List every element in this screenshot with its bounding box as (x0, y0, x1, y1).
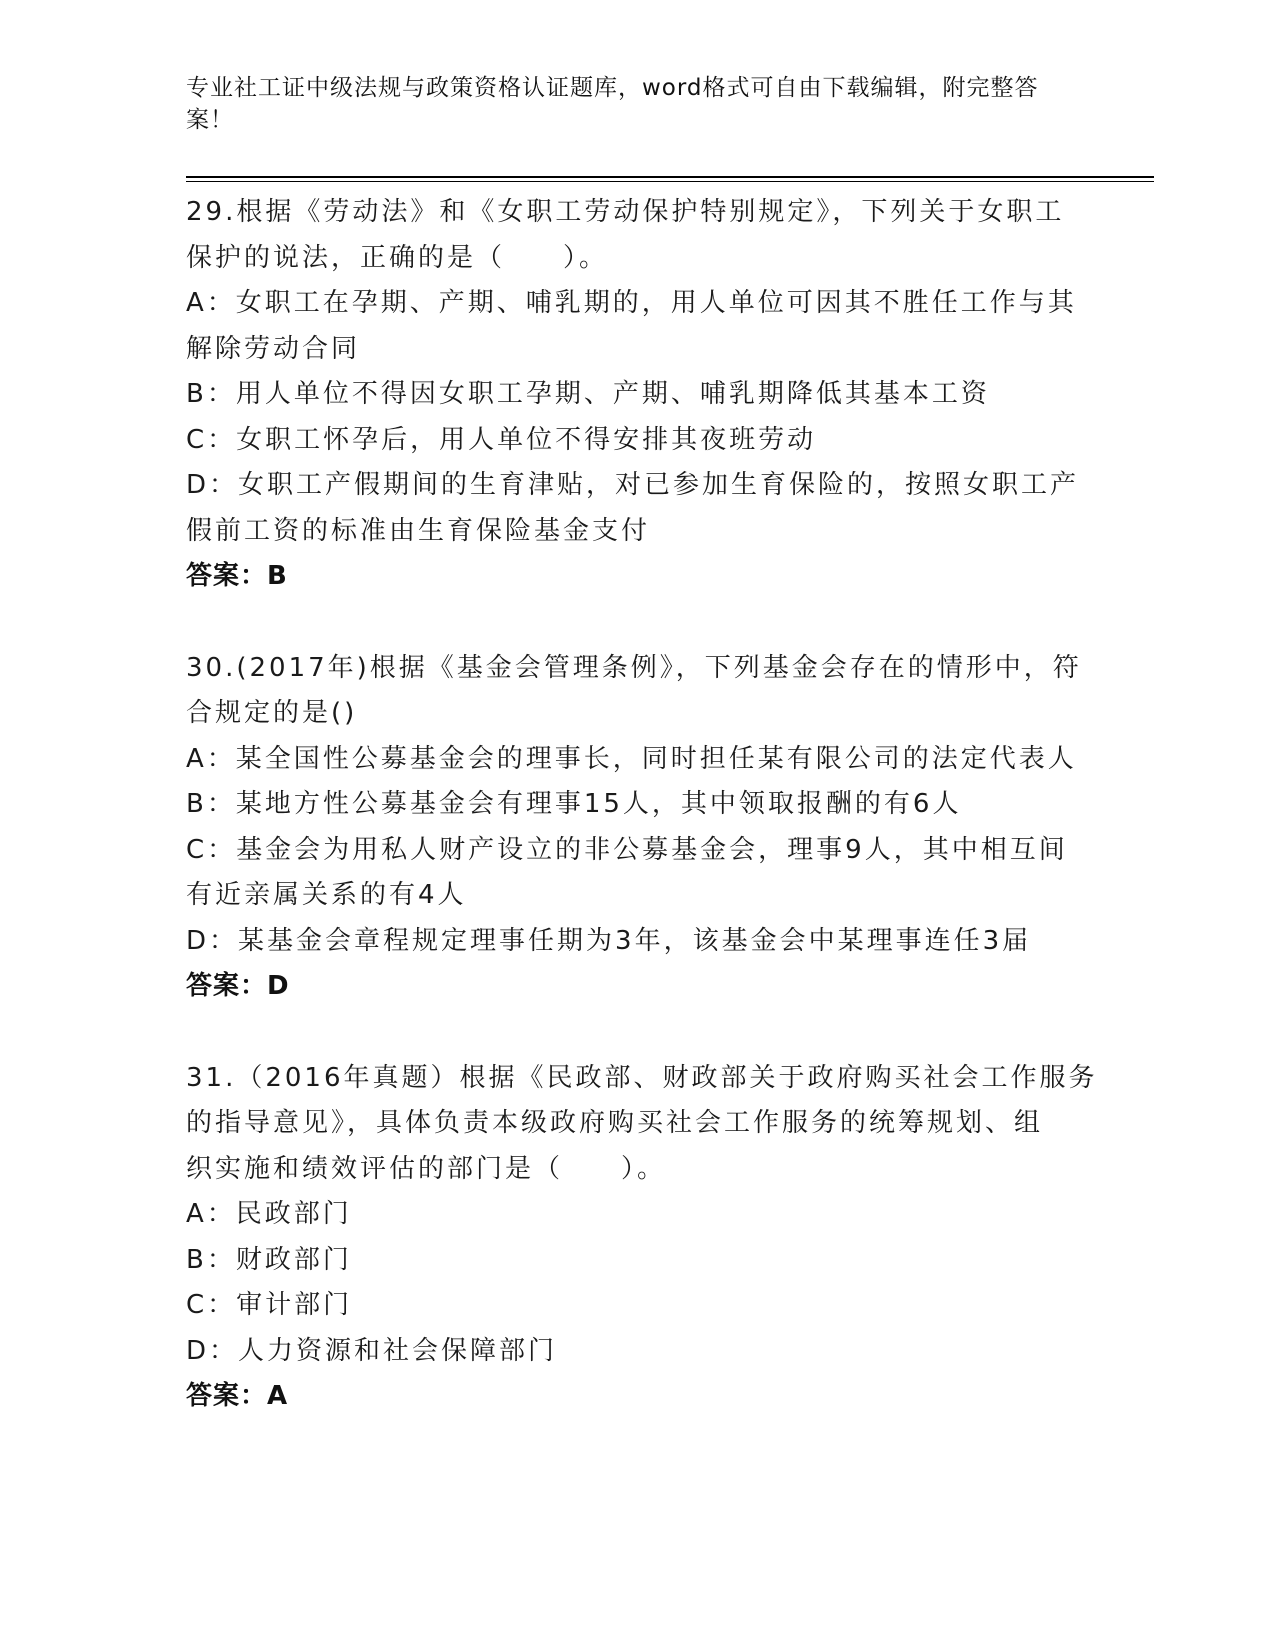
question-30 (186, 646, 1086, 1010)
question-30-stem-line-1: 30.(2017年)根据《基金会管理条例》，下列基金会存在的情形中，符 (186, 652, 1082, 683)
header-divider-thin (186, 181, 1154, 182)
question-30-stem-line-2: 合规定的是() (186, 698, 358, 728)
header-line-1: 专业社工证中级法规与政策资格认证题库，word格式可自由下载编辑，附完整答 (186, 75, 1039, 101)
question-29-answer: 答案：B (186, 561, 288, 591)
question-31-option-a: A：民政部门 (186, 1199, 352, 1229)
question-29-option-c: C：女职工怀孕后，用人单位不得安排其夜班劳动 (186, 424, 817, 455)
question-30-answer: 答案：D (186, 971, 290, 1001)
question-29-option-d-line-2: 假前工资的标准由生育保险基金支付 (186, 515, 651, 546)
question-30-option-c-line-2: 有近亲属关系的有4人 (186, 880, 467, 910)
header-divider-thick (186, 176, 1154, 178)
question-31-option-d: D：人力资源和社会保障部门 (186, 1335, 558, 1366)
question-31 (186, 1056, 1098, 1420)
question-30-option-d: D：某基金会章程规定理事任期为3年，该基金会中某理事连任3届 (186, 925, 1032, 956)
question-29-option-a-line-1: A：女职工在孕期、产期、哺乳期的，用人单位可因其不胜任工作与其 (186, 288, 1077, 318)
question-31-option-c: C：审计部门 (186, 1290, 353, 1320)
question-31-option-b: B：财政部门 (186, 1244, 352, 1275)
question-29-stem-line-2: 保护的说法，正确的是（ ）。 (186, 242, 609, 273)
question-29-stem-line-1: 29.根据《劳动法》和《女职工劳动保护特别规定》，下列关于女职工 (186, 197, 1065, 227)
question-list (186, 190, 1098, 1420)
question-31-stem-line-1: 31.（2016年真题）根据《民政部、财政部关于政府购买社会工作服务 (186, 1062, 1098, 1093)
question-31-stem-line-3: 织实施和绩效评估的部门是（ ）。 (186, 1153, 667, 1184)
header-line-2: 案！ (186, 107, 234, 133)
question-31-stem-line-2: 的指导意见》，具体负责本级政府购买社会工作服务的统筹规划、组 (186, 1108, 1044, 1138)
question-29 (186, 190, 1086, 600)
question-30-option-c-line-1: C：基金会为用私人财产设立的非公募基金会，理事9人，其中相互间 (186, 834, 1068, 865)
question-spacer (186, 600, 1086, 646)
question-30-option-a: A：某全国性公募基金会的理事长，同时担任某有限公司的法定代表人 (186, 743, 1077, 774)
question-30-option-b: B：某地方性公募基金会有理事15人，其中领取报酬的有6人 (186, 789, 962, 819)
page-header (186, 72, 1066, 136)
question-29-option-d-line-1: D：女职工产假期间的生育津贴，对已参加生育保险的，按照女职工产 (186, 470, 1080, 500)
question-31-answer: 答案：A (186, 1381, 289, 1411)
question-29-option-a-line-2: 解除劳动合同 (186, 333, 361, 364)
question-29-option-b: B：用人单位不得因女职工孕期、产期、哺乳期降低其基本工资 (186, 379, 990, 409)
question-spacer (186, 1010, 1086, 1056)
